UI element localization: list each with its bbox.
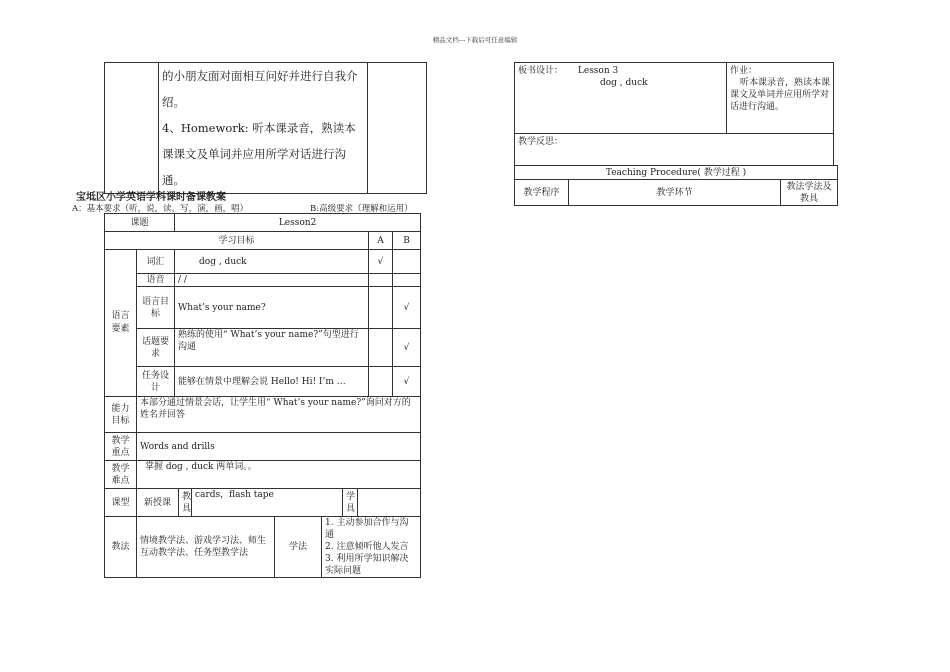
- procedure-col-step: 教学程序: [515, 180, 569, 206]
- procedure-title: Teaching Procedure( 教学过程 ): [515, 166, 838, 180]
- board-lesson: Lesson 3: [577, 66, 619, 76]
- homework-cell: [727, 63, 834, 134]
- requirement-b: B:高级要求（理解和运用）: [310, 204, 413, 214]
- board-words: dog , duck: [600, 78, 648, 88]
- board-label: 板书设计：: [518, 66, 564, 76]
- difficulty-label: 教学难点: [105, 461, 137, 489]
- ability-label: 能力目标: [105, 397, 137, 433]
- row-label: 任务设计: [137, 367, 175, 397]
- procedure-col-methods: 教法学法及教具: [781, 180, 838, 206]
- lesson-plan-table: [104, 213, 421, 578]
- document-title: 宝坻区小学英语学科课时备课教案: [76, 192, 226, 203]
- learning-label: 学法: [275, 517, 322, 578]
- procedure-col-segment: 教学环节: [569, 180, 781, 206]
- procedure-table: [514, 165, 838, 206]
- ability-value: 本部分通过情景会话，让学生用“ What’s your name?”询问对方的姓名并回答: [137, 397, 421, 433]
- check-b: √: [393, 367, 421, 397]
- check-b: √: [393, 329, 421, 367]
- check-b: [393, 250, 421, 274]
- check-b: [393, 274, 421, 287]
- empty-cell: [368, 63, 427, 194]
- row-label: 语音: [137, 274, 175, 287]
- row-content: What’s your name?: [175, 287, 369, 329]
- empty-cell: [105, 63, 159, 194]
- col-a-header: A: [369, 232, 393, 250]
- type-label: 课型: [105, 489, 137, 517]
- row-label: 话题要求: [137, 329, 175, 367]
- board-design-cell: [515, 63, 727, 134]
- type-value: 新授课: [137, 489, 179, 517]
- col-b-header: B: [393, 232, 421, 250]
- continuation-table: [104, 62, 427, 194]
- row-content: 熟练的使用“ What’s your name?”句型进行沟通: [175, 329, 369, 367]
- row-content: dog , duck: [175, 250, 369, 274]
- key-value: Words and drills: [137, 433, 421, 461]
- homework-paragraph: 4、Homework: 听本课录音，熟读本课课文及单词并应用所学对话进行沟通。: [162, 121, 356, 187]
- requirement-a: A：基本要求（听，说，读，写，演，画，唱）: [72, 204, 249, 214]
- lang-elements-label: 语言要素: [105, 250, 137, 397]
- reflection-cell: [515, 134, 834, 166]
- student-tools-label: 学具: [343, 489, 358, 517]
- goals-header: 学习目标: [105, 232, 369, 250]
- row-label: 词汇: [137, 250, 175, 274]
- difficulty-value: 掌握 dog , duck 两单词。。: [137, 461, 421, 489]
- check-a: [369, 329, 393, 367]
- homework-text: 听本课录音，熟读本课课文及单词并应用所学对话进行沟通。: [730, 78, 831, 112]
- continuation-content: [159, 63, 368, 194]
- learning-item: 1. 主动参加合作与沟通: [325, 518, 409, 540]
- teacher-tools-value: cards，flash tape: [192, 489, 343, 517]
- board-design-table: [514, 62, 834, 166]
- reflection-label: 教学反思：: [518, 137, 564, 147]
- check-a: [369, 367, 393, 397]
- check-b: √: [393, 287, 421, 329]
- topic-value: Lesson2: [175, 214, 421, 232]
- page-header: 精品文档---下载后可任意编辑: [432, 36, 518, 44]
- intro-paragraph: 的小朋友面对面相互问好并进行自我介绍。: [162, 69, 358, 109]
- row-content: 能够在情景中理解会说 Hello! Hi! I’m …: [175, 367, 369, 397]
- learning-item: 2. 注意倾听他人发言: [325, 542, 409, 552]
- teacher-tools-label: 教具: [179, 489, 192, 517]
- check-a: [369, 274, 393, 287]
- row-content: / /: [175, 274, 369, 287]
- check-a: √: [369, 250, 393, 274]
- learning-list: [322, 517, 421, 578]
- student-tools-value: [358, 489, 421, 517]
- method-label: 教法: [105, 517, 137, 578]
- check-a: [369, 287, 393, 329]
- key-label: 教学重点: [105, 433, 137, 461]
- homework-label: 作业：: [730, 66, 758, 76]
- method-value: 情境教学法、游戏学习法、师生互动教学法、任务型教学法: [137, 517, 275, 578]
- row-label: 语言目标: [137, 287, 175, 329]
- learning-item: 3. 利用所学知识解决实际问题: [325, 554, 409, 576]
- topic-label: 课题: [105, 214, 175, 232]
